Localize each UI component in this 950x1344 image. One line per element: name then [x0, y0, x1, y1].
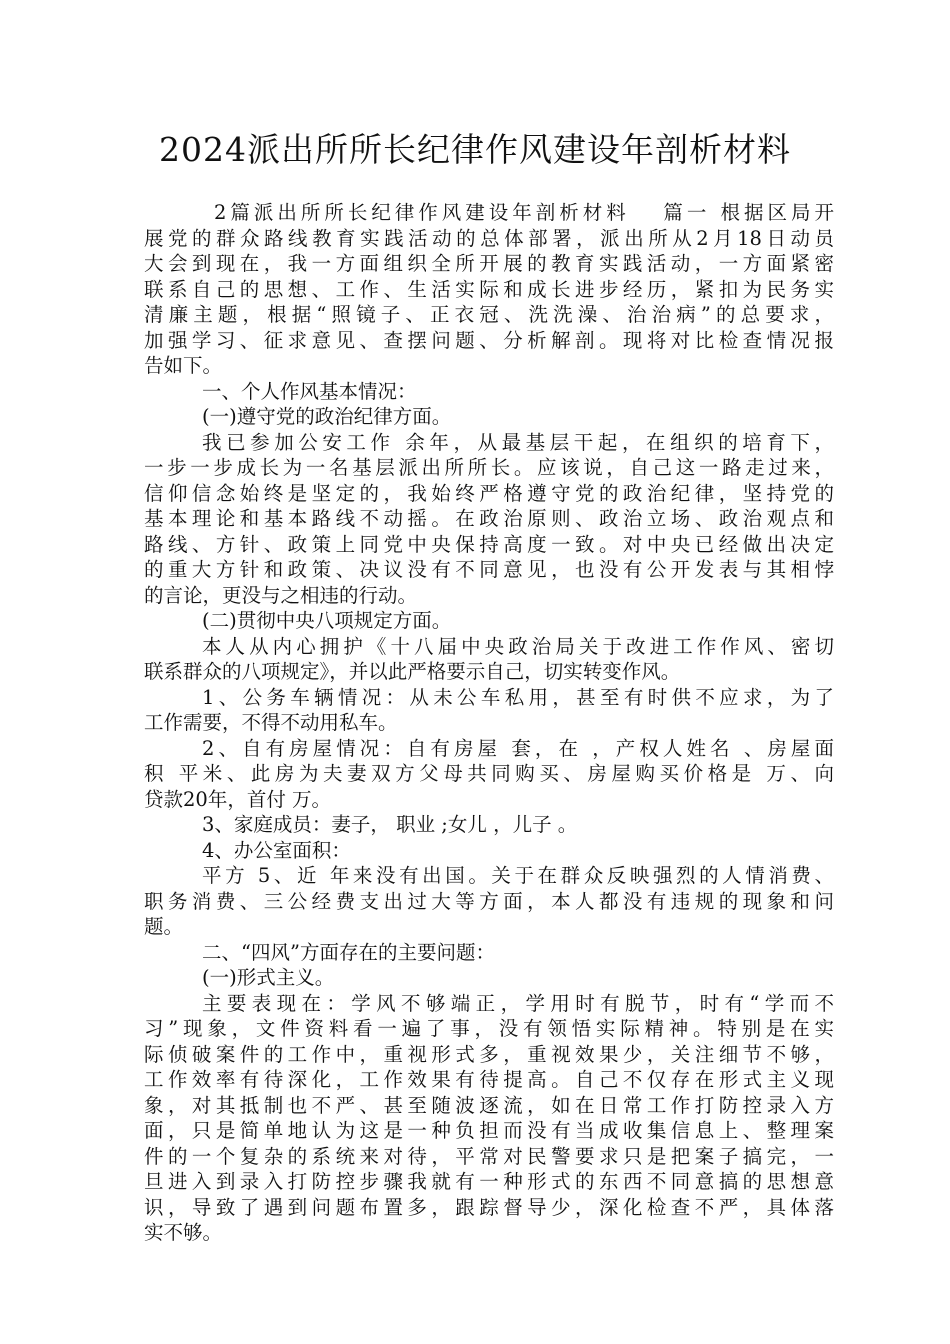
paragraph-line: 联系自己的思想、工作、生活实际和成长进步经历，紧扣为民务实 — [144, 277, 834, 301]
paragraph-line: 面，只是简单地认为这是一种负担而没有当成收集信息上、整理案 — [144, 1119, 834, 1142]
subsection-heading: (二)贯彻中央八项规定方面。 — [202, 609, 452, 632]
paragraph-line: 职务消费、三公经费支出过大等方面，本人都没有违规的现象和问 — [144, 889, 834, 913]
paragraph-line: 旦进入到录入打防控步骤我就有一种形式的东西不同意搞的思想意 — [144, 1170, 834, 1193]
paragraph-line: 际侦破案件的工作中，重视形式多，重视效果少，关注细节不够， — [144, 1042, 834, 1066]
paragraph-line: 信仰信念始终是坚定的，我始终严格遵守党的政治纪律，坚持党的 — [144, 481, 834, 505]
subsection-heading: (一)形式主义。 — [202, 966, 335, 989]
document-title: 2024派出所所长纪律作风建设年剖析材料 — [159, 130, 791, 169]
paragraph-line: 工作需要，不得不动用私车。 — [144, 711, 398, 734]
paragraph-line: 象，对其抵制也不严、甚至随波逐流，如在日常工作打防控录入方 — [144, 1093, 834, 1117]
paragraph-line: 件的一个复杂的系统来对待，平常对民警要求只是把案子搞完，一 — [144, 1144, 834, 1168]
paragraph-line: 路线、方针、政策上同党中央保持高度一致。对中央已经做出决定 — [144, 532, 834, 556]
paragraph-line: 贷款20年，首付 万。 — [144, 787, 332, 811]
paragraph-line: 加强学习、征求意见、查摆问题、分析解剖。现将对比检查情况报 — [144, 328, 834, 352]
paragraph-line: 2篇派出所所长纪律作风建设年剖析材料 篇一 根据区局开 — [214, 201, 834, 224]
paragraph-line: 工作效率有待深化，工作效果有待提高。自己不仅存在形式主义现 — [144, 1068, 834, 1091]
paragraph-line: 清廉主题，根据“照镜子、正衣冠、洗洗澡、治治病”的总要求， — [144, 303, 834, 326]
paragraph-line: 识，导致了遇到问题布置多，跟踪督导少，深化检查不严，具体落 — [144, 1195, 834, 1219]
paragraph-line: 4、办公室面积： — [202, 838, 351, 862]
paragraph-line: 的言论，更没与之相违的行动。 — [144, 583, 418, 607]
section-heading: 一、个人作风基本情况： — [202, 379, 417, 403]
paragraph-line: 的重大方针和政策、决议没有不同意见，也没有公开发表与其相悖 — [144, 558, 834, 581]
paragraph-line: 2、自有房屋情况：自有房屋 套，在 ，产权人姓名 、房屋面 — [202, 736, 834, 760]
paragraph-line: 习”现象，文件资料看一遍了事，没有领悟实际精神。特别是在实 — [144, 1017, 834, 1040]
paragraph-line: 一步一步成长为一名基层派出所所长。应该说，自己这一路走过来， — [144, 456, 834, 479]
paragraph-line: 1、公务车辆情况：从未公车私用，甚至有时供不应求，为了 — [202, 685, 834, 709]
paragraph-line: 告如下。 — [144, 354, 223, 377]
subsection-heading: (一)遵守党的政治纪律方面。 — [202, 405, 452, 428]
paragraph-line: 主要表现在：学风不够端正，学用时有脱节，时有“学而不 — [202, 991, 834, 1015]
paragraph-line: 积 平米、此房为夫妻双方父母共同购买、房屋购买价格是 万、向 — [144, 762, 834, 785]
section-heading: 二、“四风”方面存在的主要问题： — [202, 940, 495, 964]
paragraph-line: 实不够。 — [144, 1221, 223, 1244]
paragraph-line: 联系群众的八项规定》，并以此严格要示自己，切实转变作风。 — [144, 660, 681, 683]
document-body — [144, 200, 834, 1246]
paragraph-line: 题。 — [144, 915, 184, 938]
paragraph-line: 大会到现在，我一方面组织全所开展的教育实践活动，一方面紧密 — [144, 252, 834, 275]
paragraph-line: 平方 5、近 年来没有出国。关于在群众反映强烈的人情消费、 — [202, 864, 834, 887]
paragraph-line: 基本理论和基本路线不动摇。在政治原则、政治立场、政治观点和 — [144, 507, 834, 530]
paragraph-line: 我已参加公安工作 余年，从最基层干起，在组织的培育下， — [202, 430, 834, 454]
paragraph-line: 3、家庭成员：妻子， 职业 ;女儿 ，儿子 。 — [202, 813, 578, 836]
paragraph-line: 本人从内心拥护《十八届中央政治局关于改进工作作风、密切 — [202, 634, 834, 658]
paragraph-line: 展党的群众路线教育实践活动的总体部署，派出所从2月18日动员 — [144, 226, 834, 250]
